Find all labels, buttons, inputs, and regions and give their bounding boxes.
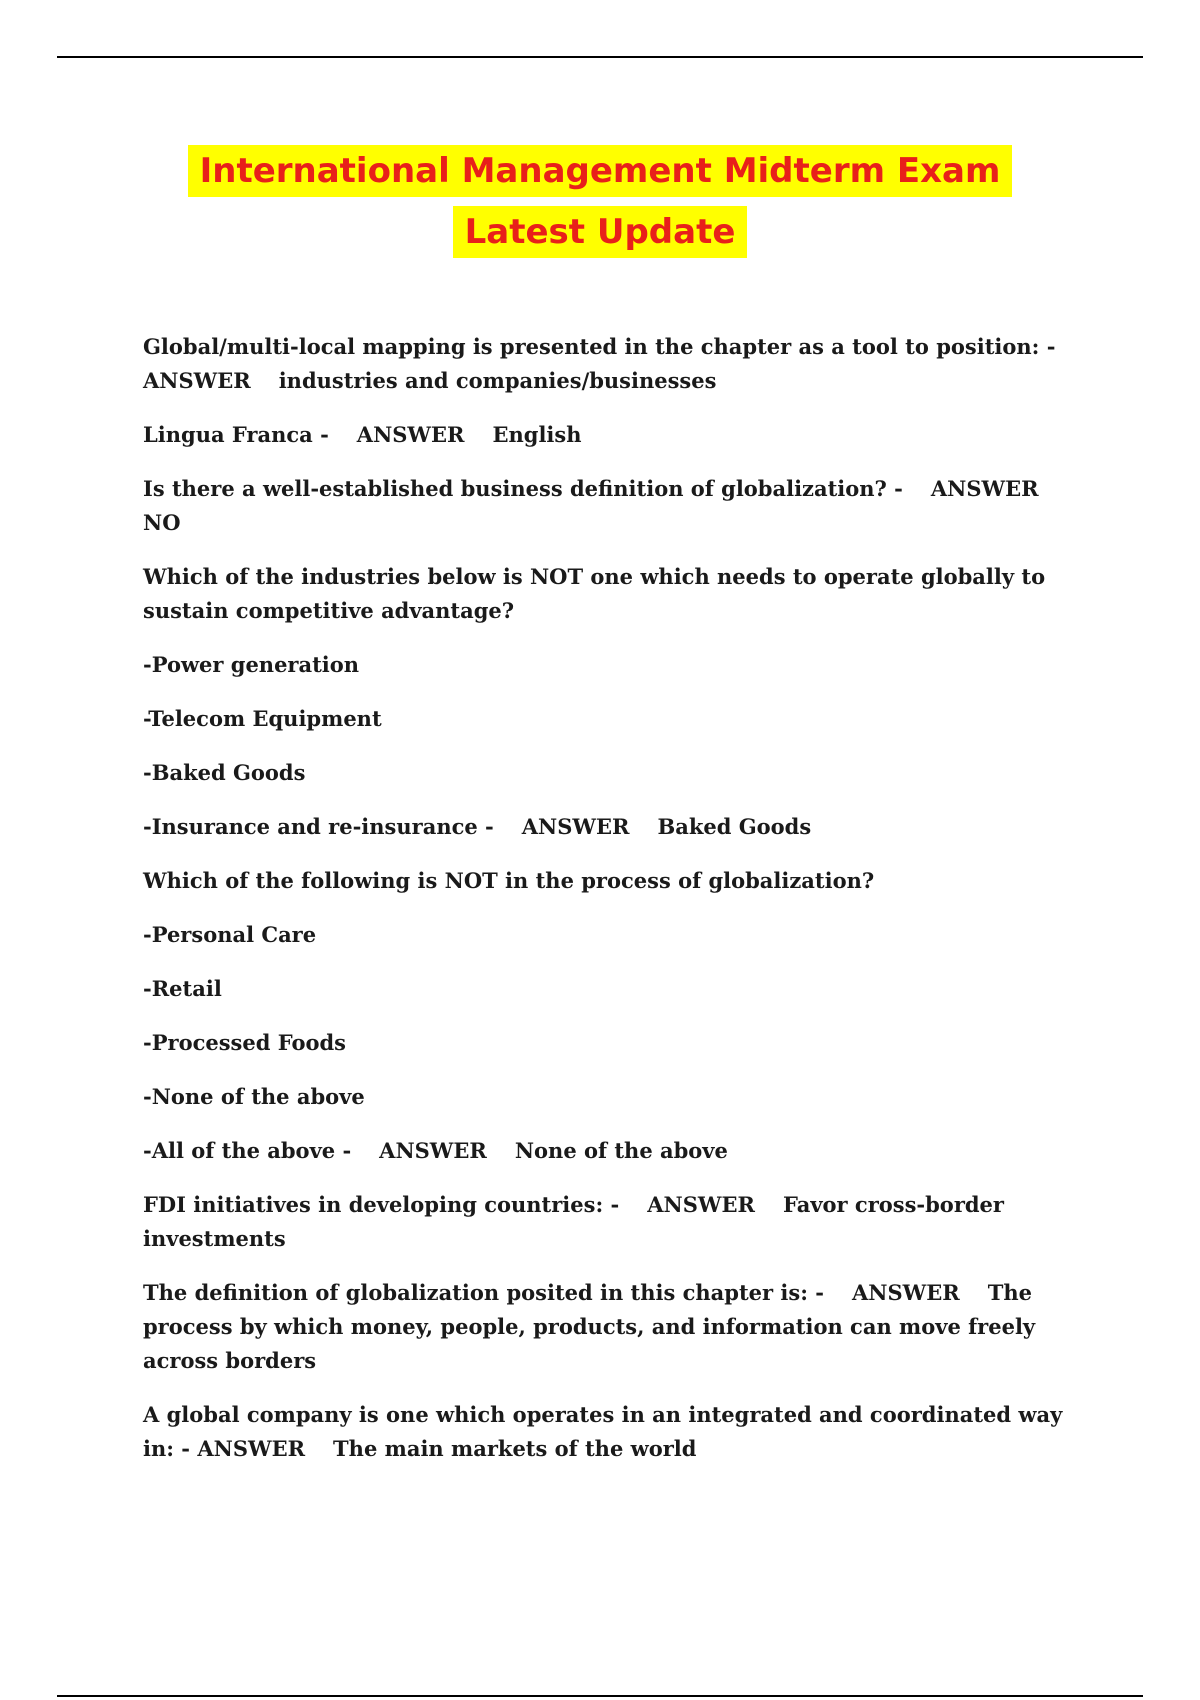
question-text: Global/multi-local mapping is presented in the chapter as a tool to position: -: [143, 334, 1056, 359]
question-text: Which of the following is NOT in the process of globalization?: [143, 868, 875, 893]
answer-text: NO: [143, 510, 181, 535]
answer-text: Baked Goods: [657, 814, 812, 839]
option-text: -Telecom Equipment: [143, 706, 382, 731]
answer-text: English: [492, 422, 582, 447]
option-text: -Processed Foods: [143, 1030, 347, 1055]
qa-item: [143, 1134, 1093, 1168]
question-text: The definition of globalization posited in this chapter is: -: [143, 1280, 824, 1305]
title-line-1: International Management Midterm Exam: [188, 145, 1013, 197]
qa-list: [143, 330, 1093, 1486]
answer-label: ANSWER: [930, 476, 1039, 501]
option-text: -Personal Care: [143, 922, 317, 947]
answer-label: ANSWER: [197, 1436, 306, 1461]
top-rule: [57, 56, 1143, 58]
question-text: Which of the industries below is NOT one which needs to operate globally to sustain competitive advantage?: [143, 564, 1046, 623]
document-title: [0, 142, 1200, 264]
answer-label: ANSWER: [521, 814, 630, 839]
option-text: -None of the above: [143, 1084, 365, 1109]
answer-text: None of the above: [514, 1138, 728, 1163]
qa-item: [143, 472, 1093, 540]
option-text: -All of the above -: [143, 1138, 352, 1163]
question-text: A global company is one which operates in an integrated and coordinated way in: -: [143, 1402, 1063, 1461]
answer-text: industries and companies/businesses: [278, 368, 717, 393]
qa-item: [143, 1398, 1093, 1466]
answer-label: ANSWER: [143, 368, 251, 393]
qa-item: [143, 810, 1093, 844]
title-line-2: Latest Update: [453, 206, 748, 258]
option-text: -Insurance and re-insurance -: [143, 814, 494, 839]
qa-item: [143, 1276, 1093, 1378]
option-text: -Baked Goods: [143, 760, 306, 785]
answer-label: ANSWER: [379, 1138, 487, 1163]
qa-item: [143, 1188, 1093, 1256]
question-text: FDI initiatives in developing countries: -: [143, 1192, 620, 1217]
answer-label: ANSWER: [647, 1192, 755, 1217]
answer-text: The main markets of the world: [333, 1436, 697, 1461]
answer-text: Favor cross-border investments: [143, 1192, 1004, 1251]
qa-item: [143, 330, 1093, 398]
qa-item: [143, 418, 1093, 452]
option-text: -Power generation: [143, 652, 360, 677]
answer-text: The process by which money, people, products, and information can move freely across borders: [143, 1280, 1036, 1373]
answer-label: ANSWER: [852, 1280, 960, 1305]
answer-label: ANSWER: [356, 422, 465, 447]
question-text: Is there a well-established business definition of globalization? -: [143, 476, 903, 501]
bottom-rule: [57, 1695, 1143, 1697]
question-text: Lingua Franca -: [143, 422, 329, 447]
option-text: -Retail: [143, 976, 222, 1001]
